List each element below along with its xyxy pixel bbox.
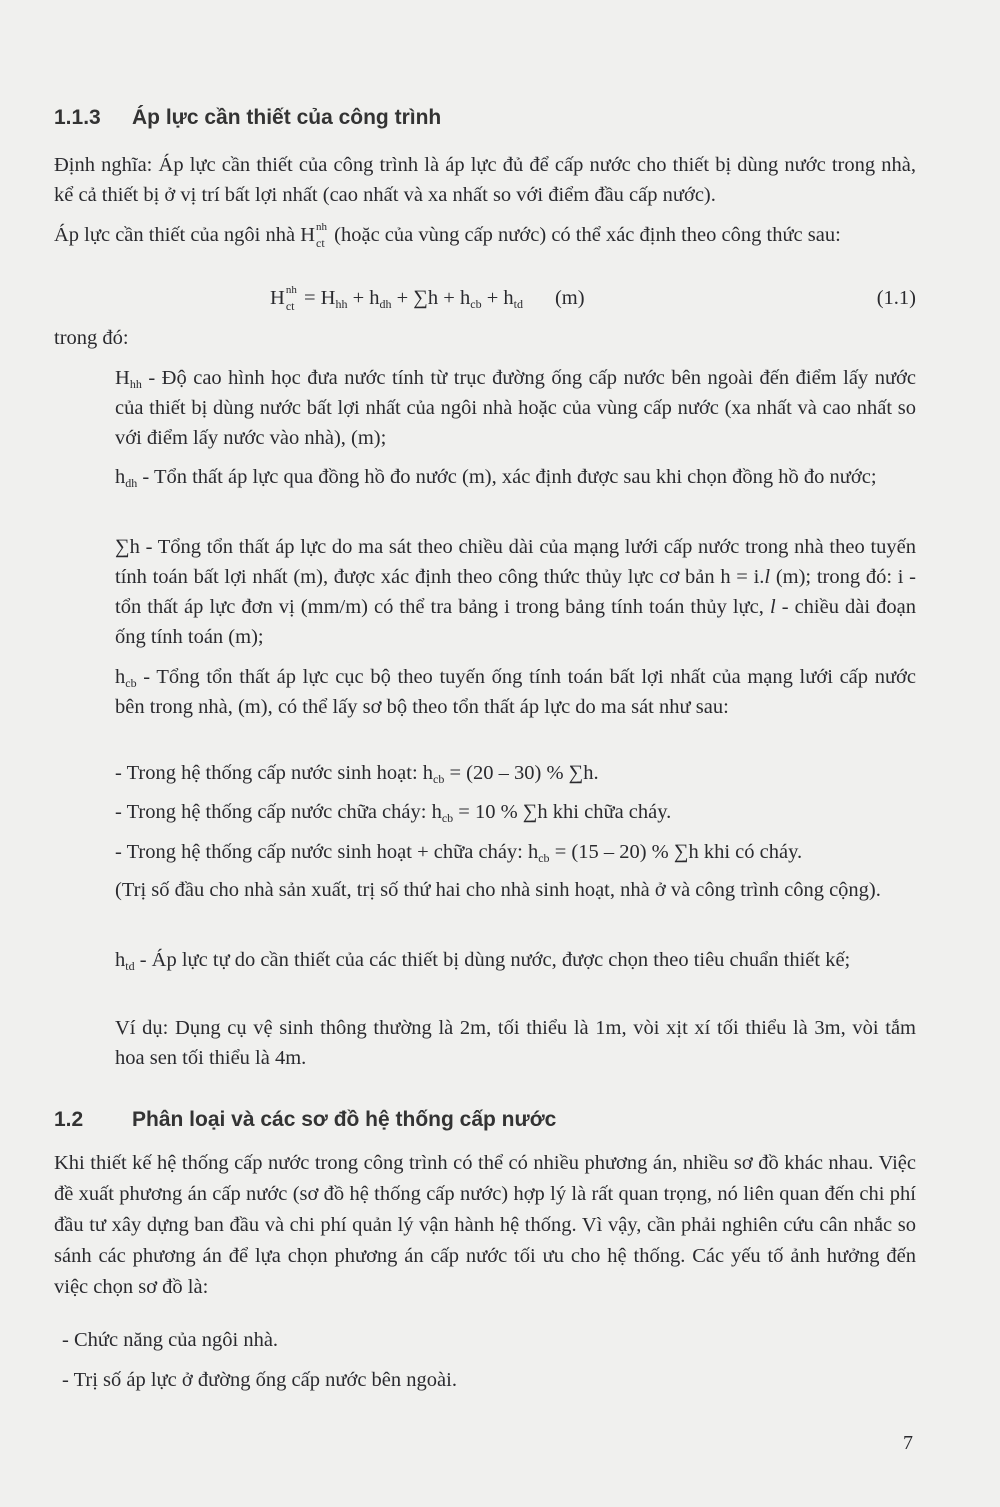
term-text: - chiều dài đoạn ống tính toán (m); xyxy=(115,596,916,648)
formula-lhs-scripts: nh ct xyxy=(285,284,297,313)
example-paragraph: Ví dụ: Dụng cụ vệ sinh thông thường là 2m, tối thiểu là 1m, vòi xịt xí tối thiểu là 3m, vòi tắm hoa sen tối thiểu là 4m. xyxy=(115,1017,916,1069)
definition-paragraph: Định nghĩa: Áp lực cần thiết của công trình là áp lực đủ để cấp nước cho thiết bị dùng nước trong nhà, kể cả thiết bị ở vị trí bất lợi nhất (cao nhất và xa nhất so với điểm đầu cấp nước). xyxy=(54,154,916,206)
intro-text-after: (hoặc của vùng cấp nước) có thể xác định theo công thức sau: xyxy=(329,224,841,246)
intro-text: Áp lực cần thiết của ngôi nhà H xyxy=(54,224,316,246)
formula-lhs: H xyxy=(270,287,285,309)
symbol: h xyxy=(115,949,126,971)
term: + h xyxy=(347,287,380,309)
sub: td xyxy=(513,297,523,311)
term: = H xyxy=(298,287,336,309)
section-number: 1.2 xyxy=(54,1108,84,1131)
term-hhh xyxy=(115,363,916,453)
term-text: - Tổng tổn thất áp lực cục bộ theo tuyến ống tính toán bất lợi nhất của mạng lưới cấp nước bên trong nhà, (m), có thể lấy sơ bộ theo tổn thất áp lực do ma sát như sau: xyxy=(115,666,916,718)
formula-1-1 xyxy=(270,284,585,313)
formula-number: (1.1) xyxy=(876,287,916,309)
term-text: (m); trong đó: i - tổn thất áp lực đơn vị (mm/m) có thể tra bảng i trong bảng tính toán thủy lực, xyxy=(115,566,916,618)
case-item xyxy=(115,837,916,867)
case-item xyxy=(115,797,916,827)
where-label: trong đó: xyxy=(54,327,129,349)
symbol: h xyxy=(115,466,126,488)
case-item xyxy=(115,758,916,788)
case-text: = 10 % ∑h khi chữa cháy. xyxy=(453,801,672,823)
sub: cb xyxy=(441,811,454,825)
section-title: Áp lực cần thiết của công trình xyxy=(132,106,442,129)
intro-paragraph xyxy=(54,220,916,250)
section-title: Phân loại và các sơ đồ hệ thống cấp nước xyxy=(132,1108,557,1131)
term-hdh xyxy=(115,462,916,492)
term-text: ∑h - Tổng tổn thất áp lực do ma sát theo chiều dài của mạng lưới cấp nước trong nhà theo tuyến tính toán bất lợi nhất (m), được xác định theo công thức thủy lực cơ bản h = i. xyxy=(115,536,916,588)
symbol-l: l xyxy=(769,596,776,618)
symbol: H xyxy=(115,367,130,389)
case-text: = (15 – 20) % ∑h khi có cháy. xyxy=(549,841,803,863)
term-htd xyxy=(115,945,916,975)
sub: cb xyxy=(470,297,482,311)
note-paragraph: (Trị số đầu cho nhà sản xuất, trị số thứ hai cho nhà sinh hoạt, nhà ở và công trình công cộng). xyxy=(115,879,881,901)
case-text: - Trong hệ thống cấp nước sinh hoạt: h xyxy=(115,762,434,784)
case-text: - Trong hệ thống cấp nước chữa cháy: h xyxy=(115,801,442,823)
sub: dh xyxy=(125,476,138,490)
sub: cb xyxy=(538,851,550,865)
sub: td xyxy=(125,959,135,973)
sub: cb xyxy=(125,676,137,690)
section-heading-1-1-3 xyxy=(54,106,441,130)
formula-unit: (m) xyxy=(554,287,585,309)
sub: cb xyxy=(433,772,445,786)
page-number: 7 xyxy=(903,1432,913,1454)
case-text: - Trong hệ thống cấp nước sinh hoạt + chữa cháy: h xyxy=(115,841,539,863)
term-text: - Tổn thất áp lực qua đồng hồ đo nước (m), xác định được sau khi chọn đồng hồ đo nước; xyxy=(137,466,877,488)
term-sumh xyxy=(115,532,916,652)
factor-item: - Trị số áp lực ở đường ống cấp nước bên ngoài. xyxy=(62,1369,457,1391)
symbol: h xyxy=(115,666,126,688)
case-text: = (20 – 30) % ∑h. xyxy=(444,762,599,784)
sub: hh xyxy=(129,377,142,391)
sub: hh xyxy=(335,297,348,311)
symbol-l: l xyxy=(764,566,771,588)
term: + ∑h + h xyxy=(391,287,471,309)
sub: dh xyxy=(379,297,392,311)
section-heading-1-2 xyxy=(54,1108,556,1132)
term: + h xyxy=(481,287,514,309)
term-hcb xyxy=(115,662,916,722)
section-12-paragraph: Khi thiết kế hệ thống cấp nước trong công trình có thể có nhiều phương án, nhiều sơ đồ khác nhau. Việc đề xuất phương án cấp nước (sơ đồ hệ thống cấp nước) hợp lý là rất quan trọng, nó liên quan đến chi phí đầu tư xây dựng ban đầu và chi phí quản lý vận hành hệ thống. Vì vậy, cần phải nghiên cứu cân nhắc so sánh các phương án để lựa chọn phương án cấp nước tối ưu cho hệ thống. Các yếu tố ảnh hưởng đến việc chọn sơ đồ là: xyxy=(54,1152,916,1298)
term-text: - Áp lực tự do cần thiết của các thiết bị dùng nước, được chọn theo tiêu chuẩn thiết kế; xyxy=(134,949,851,971)
factor-item: - Chức năng của ngôi nhà. xyxy=(62,1329,279,1351)
section-number: 1.1.3 xyxy=(54,106,101,129)
h-symbol-scripts: nh ct xyxy=(316,221,328,250)
term-text: - Độ cao hình học đưa nước tính từ trục đường ống cấp nước bên ngoài đến điểm lấy nước của thiết bị dùng nước bất lợi nhất của ngôi nhà hoặc của vùng cấp nước (xa nhất và cao nhất so với điểm lấy nước vào nhà), (m); xyxy=(115,367,916,449)
